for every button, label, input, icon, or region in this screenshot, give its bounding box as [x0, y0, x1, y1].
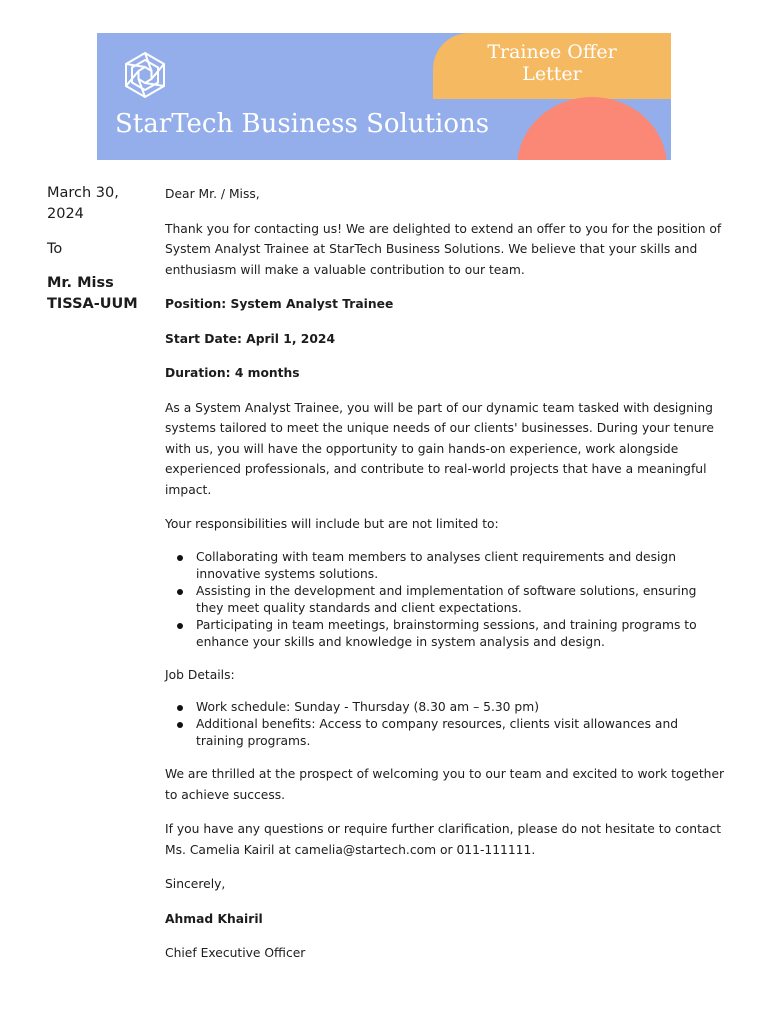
offer-badge-line1: Trainee Offer [487, 41, 617, 63]
recipient [47, 273, 152, 315]
recipient-name: Mr. Miss [47, 275, 114, 291]
position-line: Position: System Analyst Trainee [165, 297, 394, 311]
role-paragraph: As a System Analyst Trainee, you will be part of our dynamic team tasked with designing systems tailored to meet the unique needs of our clients' businesses. During your tenure with us, you will have the opportunity to gain hands-on experience, work alongside experienced professionals, and contribute to real-world projects that have a meaningful impact. [165, 400, 714, 497]
recipient-org: TISSA-UUM [47, 296, 138, 312]
letter-date: March 30, 2024 [47, 185, 119, 222]
start-date-line: Start Date: April 1, 2024 [165, 331, 336, 346]
job-details-list [165, 699, 725, 750]
job-details-label: Job Details: [165, 667, 235, 682]
responsibilities-list [165, 549, 725, 651]
contact-paragraph: If you have any questions or require further clarification, please do not hesitate to contact Ms. Camelia Kairil at camelia@startech.com or 011-111111. [165, 822, 722, 857]
company-name: StarTech Business Solutions [115, 109, 490, 139]
list-item: Additional benefits: Access to company resources, clients visit allowances and training programs. [165, 716, 725, 750]
sign-off: Sincerely, [165, 877, 226, 891]
list-item: Work schedule: Sunday - Thursday (8.30 am – 5.30 pm) [165, 699, 725, 716]
list-item: Collaborating with team members to analyses client requirements and design innovative systems solutions. [165, 549, 725, 583]
closing-paragraph: We are thrilled at the prospect of welcoming you to our team and excited to work together to achieve success. [165, 767, 725, 802]
duration-line: Duration: 4 months [165, 366, 300, 380]
list-item: Assisting in the development and implementation of software solutions, ensuring they meet quality standards and client expectations. [165, 583, 725, 617]
offer-badge-line2: Letter [522, 63, 582, 85]
offer-badge-title [433, 41, 671, 85]
signer-name: Ahmad Khairil [165, 911, 263, 926]
signer-title: Chief Executive Officer [165, 946, 306, 960]
intro-paragraph: Thank you for contacting us! We are delighted to extend an offer to you for the position of System Analyst Trainee at StarTech Business Solutions. We believe that your skills and enthusiasm will make a valuable contribution to our team. [165, 221, 722, 277]
header-banner [97, 33, 671, 160]
responsibilities-intro: Your responsibilities will include but are not limited to: [165, 517, 499, 531]
letter-body [165, 184, 725, 978]
to-label: To [47, 241, 63, 257]
hexagon-logo-icon [121, 51, 169, 99]
letter-meta [47, 183, 152, 315]
greeting: Dear Mr. / Miss, [165, 187, 260, 201]
list-item: Participating in team meetings, brainstorming sessions, and training programs to enhance your skills and knowledge in system analysis and design. [165, 617, 725, 651]
decorative-circle [517, 97, 667, 160]
